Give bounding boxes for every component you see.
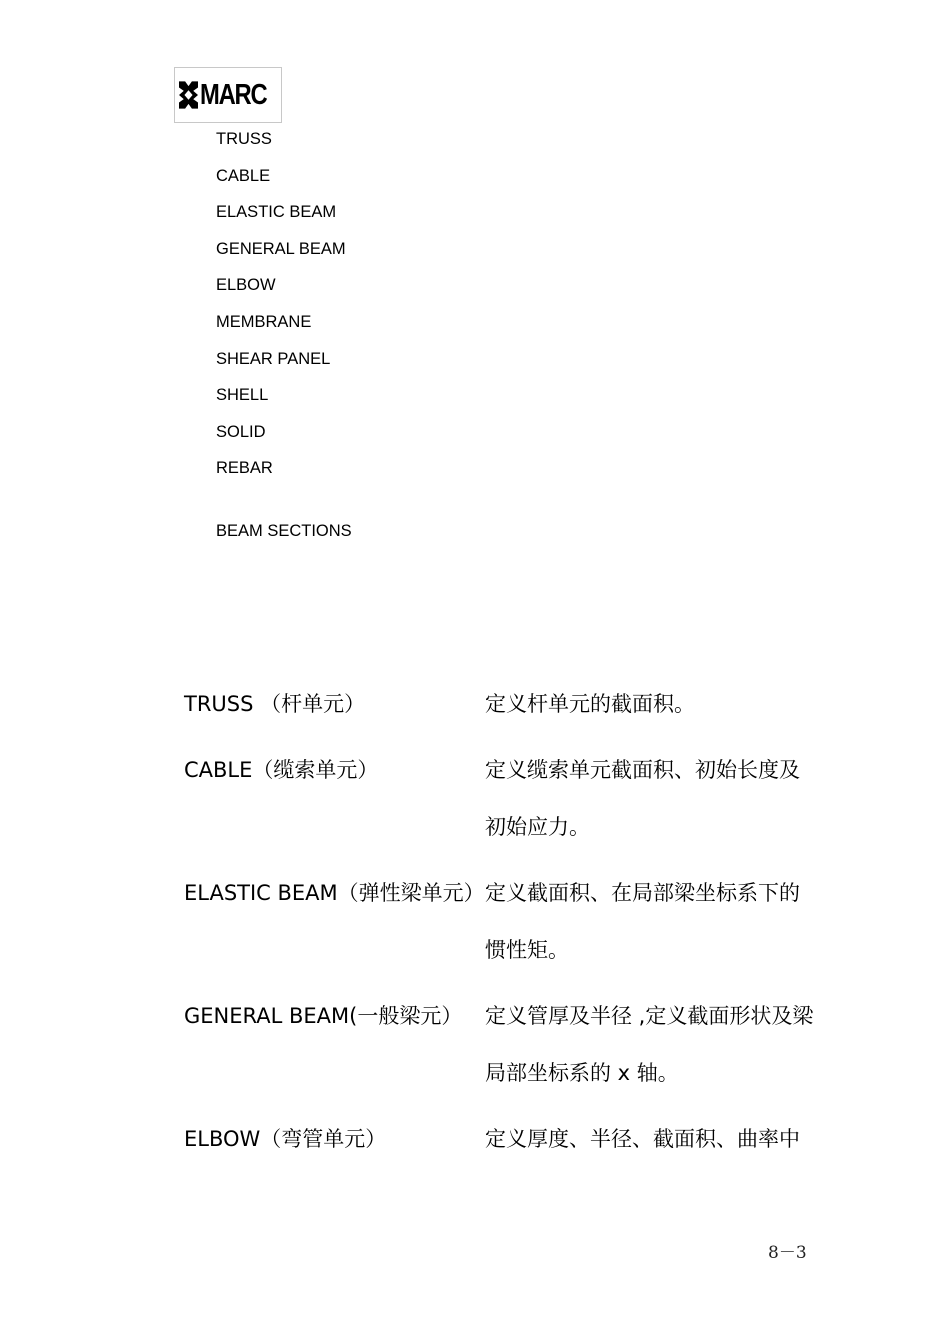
menu-item-shear-panel[interactable]: SHEAR PANEL [216, 349, 331, 368]
menu-item-membrane[interactable]: MEMBRANE [216, 312, 312, 331]
definition-description: 定义杆单元的截面积。 [485, 692, 695, 716]
page-number: 8－3 [768, 1243, 807, 1263]
menu-item-rebar[interactable]: REBAR [216, 459, 273, 478]
marc-logo [174, 67, 282, 123]
menu-item-shell[interactable]: SHELL [216, 386, 269, 405]
definition-term: ELASTIC BEAM（弹性梁单元） [184, 881, 485, 905]
definition-term: ELBOW（弯管单元） [184, 1127, 387, 1151]
menu-item-general-beam[interactable]: GENERAL BEAM [216, 239, 346, 258]
menu-item-beam-sections[interactable]: BEAM SECTIONS [216, 522, 352, 540]
definition-term: CABLE（缆索单元） [184, 758, 379, 782]
definition-term: GENERAL BEAM(一般梁元） [184, 1004, 463, 1028]
marc-logo-mark-icon [179, 75, 198, 115]
logo-text: MARC [200, 78, 267, 111]
menu-item-solid[interactable]: SOLID [216, 422, 266, 441]
definition-row [184, 676, 824, 733]
definition-description: 定义厚度、半径、截面积、曲率中 [485, 1127, 800, 1151]
menu-item-truss[interactable]: TRUSS [216, 130, 272, 148]
definition-description: 定义管厚及半径 ,定义截面形状及梁局部坐标系的 x 轴。 [485, 1004, 814, 1085]
definition-row [184, 865, 824, 979]
definition-table [184, 676, 824, 1177]
definition-row [184, 988, 824, 1102]
menu-item-cable[interactable]: CABLE [216, 166, 271, 185]
definition-description: 定义缆索单元截面积、初始长度及初始应力。 [485, 758, 800, 839]
definition-row [184, 742, 824, 856]
definition-term: TRUSS （杆单元） [184, 692, 366, 716]
definition-row [184, 1111, 824, 1168]
definition-description: 定义截面积、在局部梁坐标系下的惯性矩。 [485, 881, 800, 962]
element-type-menu [216, 128, 346, 494]
menu-item-elastic-beam[interactable]: ELASTIC BEAM [216, 203, 337, 222]
menu-item-elbow[interactable]: ELBOW [216, 276, 276, 295]
